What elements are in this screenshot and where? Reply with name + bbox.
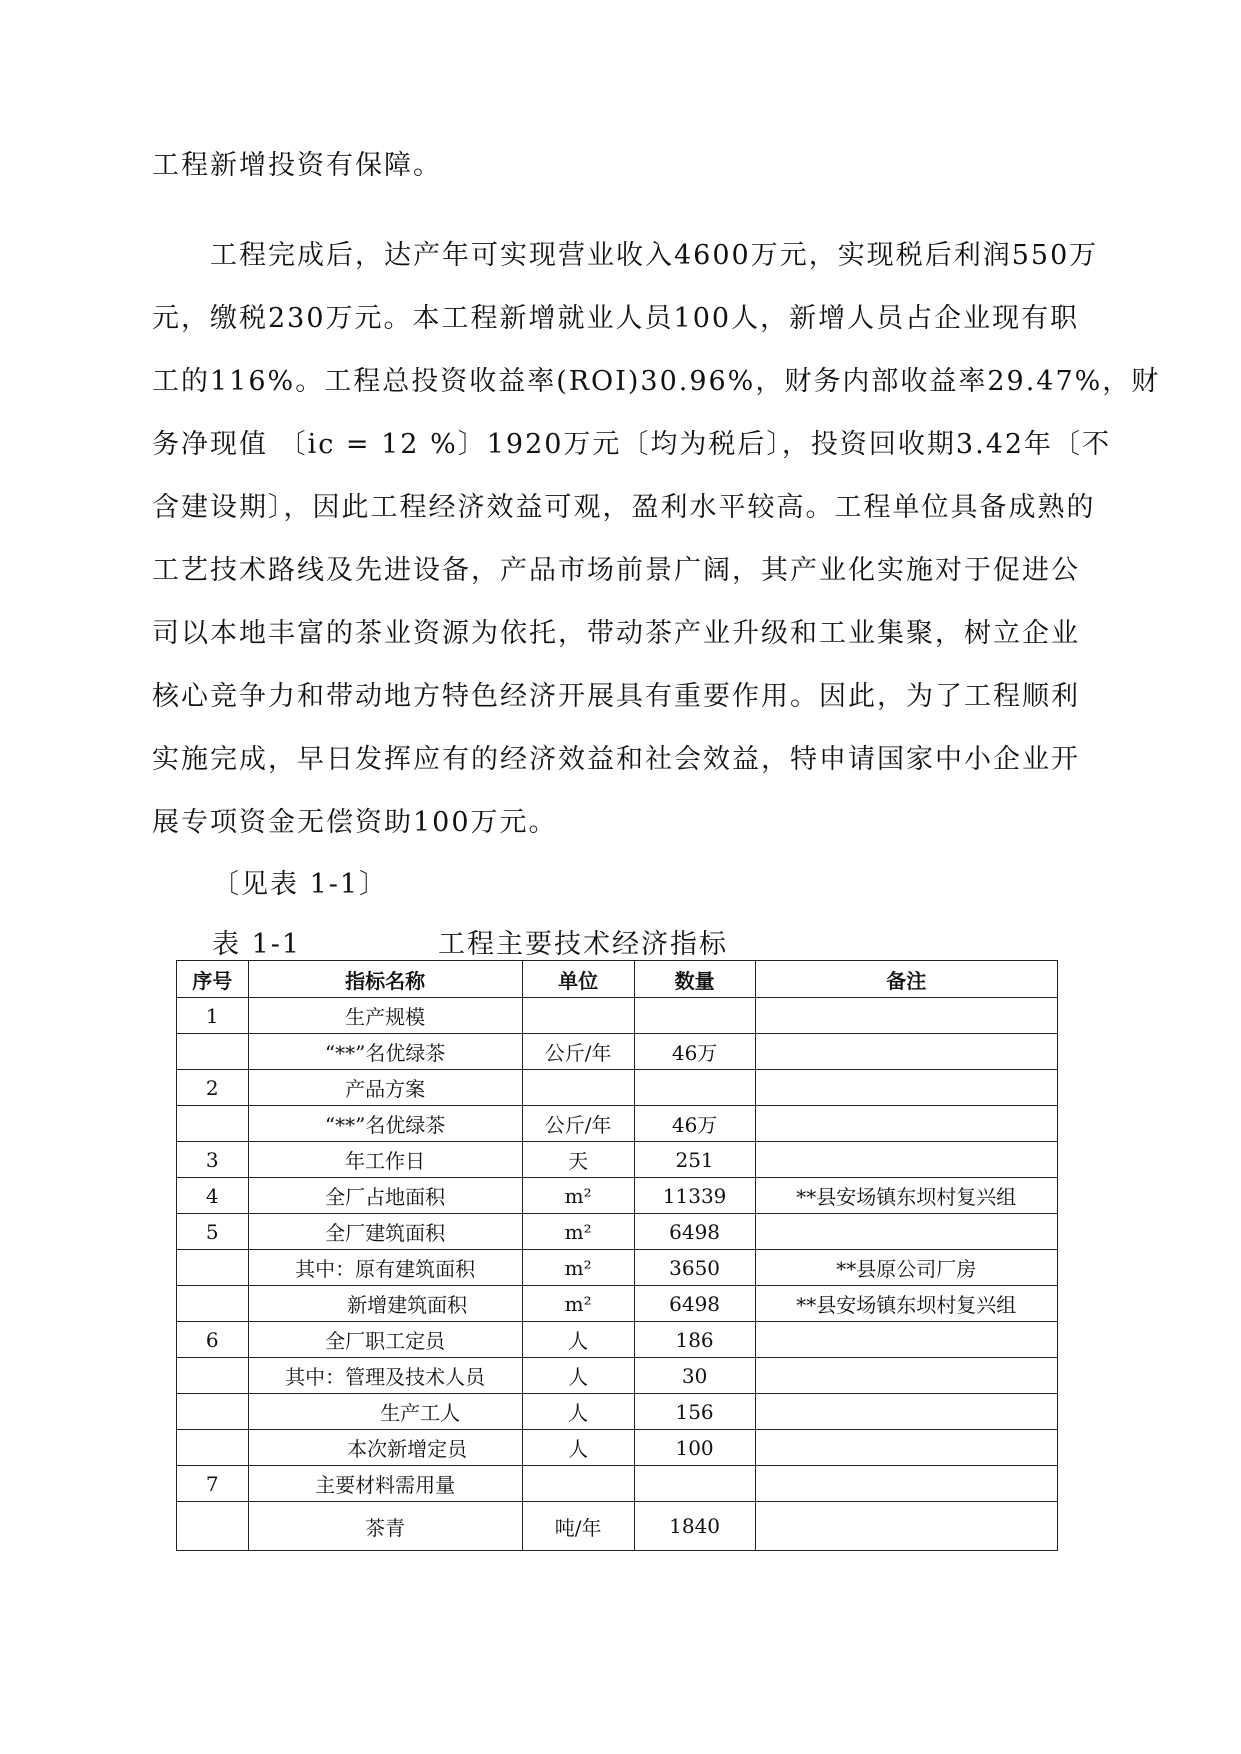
- table-row: [177, 1430, 1058, 1466]
- cell-name-text: 茶青: [365, 1515, 406, 1540]
- text-line: 元，缴税230万元。本工程新增就业人员100人，新增人员占企业现有职: [152, 303, 1080, 334]
- text-line: 工艺技术路线及先进设备，产品市场前景广阔，其产业化实施对于促进公: [152, 555, 1080, 586]
- text-line: 展专项资金无偿资助100万元。: [152, 807, 558, 838]
- cell-seq: 6: [177, 1322, 249, 1358]
- cell-unit: m²: [522, 1250, 634, 1286]
- table-row: [177, 1034, 1058, 1070]
- cell-name-text: “**”名优绿茶: [324, 1041, 446, 1065]
- table-row: [177, 1178, 1058, 1214]
- text-line: 务净现值 〔ic = 12 %〕1920万元〔均为税后〕，投资回收期3.42年〔不: [152, 429, 1112, 460]
- indicator-table: [176, 960, 1058, 1551]
- table-row: [177, 1358, 1058, 1394]
- cell-seq: [177, 1358, 249, 1394]
- table-row: [177, 1106, 1058, 1142]
- cell-note: [755, 1466, 1057, 1502]
- cell-name-text: 全厂建筑面积: [325, 1221, 446, 1245]
- cell-name: [248, 1466, 522, 1502]
- cell-seq: [177, 1502, 249, 1551]
- cell-qty: [634, 998, 755, 1034]
- cell-seq: [177, 1430, 249, 1466]
- cell-unit: 人: [522, 1430, 634, 1466]
- cell-qty: 251: [634, 1142, 755, 1178]
- cell-name-text: 其中：管理及技术人员: [285, 1365, 486, 1389]
- cell-seq: 5: [177, 1214, 249, 1250]
- cell-seq: 7: [177, 1466, 249, 1502]
- cell-name-text: 全厂占地面积: [325, 1185, 446, 1209]
- cell-name: [248, 1286, 522, 1322]
- cell-unit: m²: [522, 1178, 634, 1214]
- cell-name-text: 其中：原有建筑面积: [295, 1257, 476, 1281]
- table-row: [177, 998, 1058, 1034]
- cell-name: [248, 1322, 522, 1358]
- table-row: [177, 1142, 1058, 1178]
- text-line: 司以本地丰富的茶业资源为依托，带动茶产业升级和工业集聚，树立企业: [152, 618, 1080, 649]
- cell-qty: 186: [634, 1322, 755, 1358]
- cell-unit: [522, 1070, 634, 1106]
- cell-unit: [522, 1466, 634, 1502]
- cell-unit: 人: [522, 1358, 634, 1394]
- cell-qty: 6498: [634, 1214, 755, 1250]
- cell-seq: [177, 1250, 249, 1286]
- cell-name: [248, 1358, 522, 1394]
- cell-name-text: 全厂职工定员: [325, 1329, 446, 1353]
- header-name: 指标名称: [248, 961, 522, 998]
- cell-name-text: 新增建筑面积: [347, 1293, 468, 1317]
- cell-note: [755, 1214, 1057, 1250]
- cell-seq: [177, 1394, 249, 1430]
- header-qty: 数量: [634, 961, 755, 998]
- cell-qty: 100: [634, 1430, 755, 1466]
- table-row: [177, 1286, 1058, 1322]
- cell-qty: 30: [634, 1358, 755, 1394]
- cell-name: [248, 1250, 522, 1286]
- cell-qty: [634, 1070, 755, 1106]
- cell-name-text: 产品方案: [345, 1077, 426, 1101]
- table-row: [177, 1394, 1058, 1430]
- table-caption-number: 表 1-1: [212, 929, 302, 960]
- table-caption-title: 工程主要技术经济指标: [438, 929, 728, 960]
- cell-note: **县安场镇东坝村复兴组: [755, 1286, 1057, 1322]
- cell-name: [248, 1502, 522, 1551]
- cell-note: [755, 1034, 1057, 1070]
- cell-seq: [177, 1034, 249, 1070]
- cell-name: [248, 1214, 522, 1250]
- cell-note: [755, 1502, 1057, 1551]
- cell-seq: 4: [177, 1178, 249, 1214]
- cell-qty: 6498: [634, 1286, 755, 1322]
- cell-unit: 吨/年: [522, 1502, 634, 1551]
- cell-name-text: 主要材料需用量: [315, 1473, 456, 1497]
- cell-seq: 2: [177, 1070, 249, 1106]
- cell-name-text: 年工作日: [345, 1149, 426, 1173]
- header-unit: 单位: [522, 961, 634, 998]
- table-row: [177, 1466, 1058, 1502]
- text-line: 工的116%。工程总投资收益率(ROI)30.96%，财务内部收益率29.47%，财: [152, 366, 1161, 397]
- cell-note: [755, 1358, 1057, 1394]
- cell-name: [248, 1034, 522, 1070]
- cell-name-text: 生产规模: [345, 1005, 426, 1029]
- cell-seq: 3: [177, 1142, 249, 1178]
- paragraph-continuation: [152, 134, 1096, 197]
- cell-name: [248, 998, 522, 1034]
- text-line: 含建设期〕，因此工程经济效益可观，盈利水平较高。工程单位具备成熟的: [152, 492, 1096, 523]
- cell-note: [755, 1430, 1057, 1466]
- cell-name-text: “**”名优绿茶: [324, 1113, 446, 1137]
- cell-note: [755, 1106, 1057, 1142]
- cell-name-text: 生产工人: [380, 1401, 461, 1425]
- paragraph-summary: [152, 224, 1161, 854]
- cell-qty: 46万: [634, 1106, 755, 1142]
- cell-unit: 人: [522, 1394, 634, 1430]
- cell-name: [248, 1394, 522, 1430]
- cell-name: [248, 1106, 522, 1142]
- cell-unit: m²: [522, 1286, 634, 1322]
- cell-name-text: 本次新增定员: [347, 1437, 468, 1461]
- cell-unit: 天: [522, 1142, 634, 1178]
- text-line: 工程完成后，达产年可实现营业收入4600万元，实现税后利润550万: [152, 240, 1099, 271]
- cell-unit: m²: [522, 1214, 634, 1250]
- header-note: 备注: [755, 961, 1057, 998]
- cell-note: [755, 1394, 1057, 1430]
- text-line: 实施完成，早日发挥应有的经济效益和社会效益，特申请国家中小企业开: [152, 744, 1080, 775]
- cell-note: **县原公司厂房: [755, 1250, 1057, 1286]
- text-line: 工程新增投资有保障。: [152, 150, 442, 181]
- cell-seq: 1: [177, 998, 249, 1034]
- cell-qty: 1840: [634, 1502, 755, 1551]
- cell-seq: [177, 1286, 249, 1322]
- cell-name: [248, 1178, 522, 1214]
- cell-unit: 人: [522, 1322, 634, 1358]
- cell-name: [248, 1142, 522, 1178]
- cell-note: [755, 1142, 1057, 1178]
- cell-note: [755, 1070, 1057, 1106]
- cell-qty: [634, 1466, 755, 1502]
- table-row: [177, 1214, 1058, 1250]
- cell-qty: 156: [634, 1394, 755, 1430]
- cell-note: [755, 1322, 1057, 1358]
- cell-unit: 公斤/年: [522, 1034, 634, 1070]
- cell-note: **县安场镇东坝村复兴组: [755, 1178, 1057, 1214]
- cell-qty: 3650: [634, 1250, 755, 1286]
- table-reference: 〔见表 1-1〕: [212, 869, 389, 900]
- cell-name: [248, 1430, 522, 1466]
- cell-qty: 11339: [634, 1178, 755, 1214]
- cell-qty: 46万: [634, 1034, 755, 1070]
- cell-name: [248, 1070, 522, 1106]
- cell-seq: [177, 1106, 249, 1142]
- header-seq: 序号: [177, 961, 249, 998]
- text-line: 核心竞争力和带动地方特色经济开展具有重要作用。因此，为了工程顺利: [152, 681, 1080, 712]
- table-row: [177, 1502, 1058, 1551]
- table-row: [177, 1070, 1058, 1106]
- cell-note: [755, 998, 1057, 1034]
- cell-unit: 公斤/年: [522, 1106, 634, 1142]
- table-row: [177, 1322, 1058, 1358]
- cell-unit: [522, 998, 634, 1034]
- table-header-row: [177, 961, 1058, 998]
- table-row: [177, 1250, 1058, 1286]
